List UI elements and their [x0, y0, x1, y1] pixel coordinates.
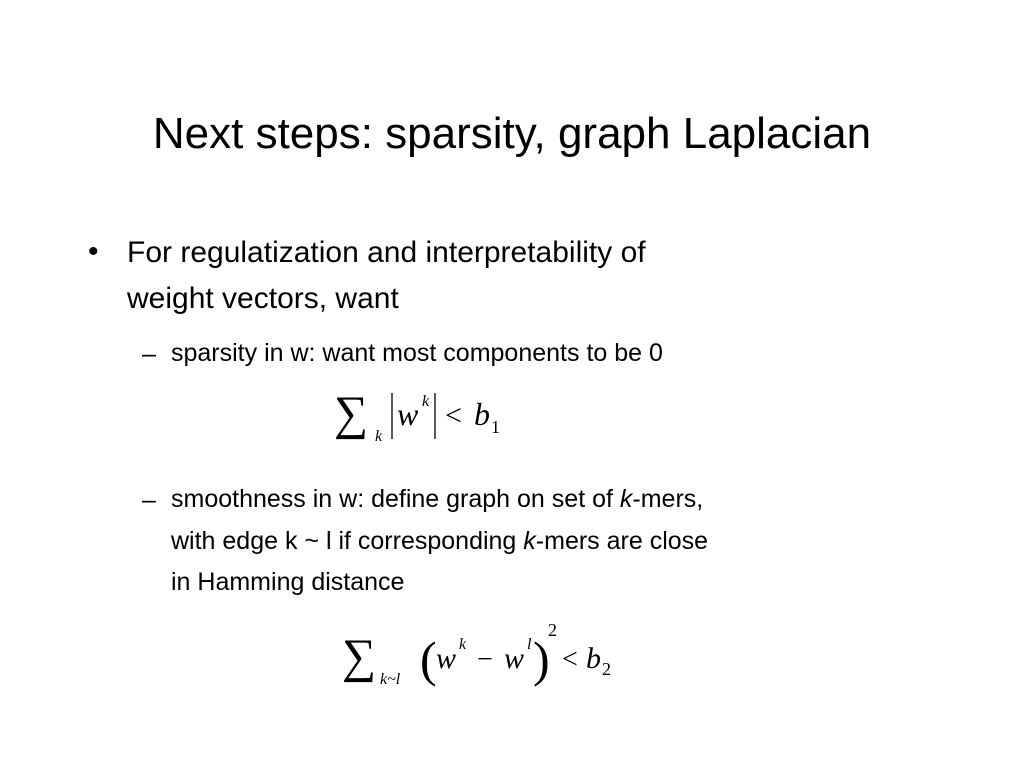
weight-k-superscript: k: [459, 636, 467, 653]
weight-variable: w: [397, 396, 419, 432]
less-than-sign: <: [562, 644, 578, 675]
right-paren: ): [533, 631, 550, 687]
summation-index: k: [375, 428, 383, 445]
text-segment: smoothness in w: define graph on set of: [171, 485, 620, 513]
sub-bullet-smoothness-line-2: [171, 522, 708, 560]
italic-k: k: [619, 485, 633, 513]
bound-subscript: 1: [491, 417, 500, 437]
left-paren: (: [420, 631, 437, 687]
sparsity-formula: [330, 383, 530, 458]
sub-bullet-marker-smoothness: –: [142, 486, 156, 514]
sub-bullet-smoothness-line-3: in Hamming distance: [171, 568, 405, 596]
weight-superscript: k: [422, 393, 430, 410]
minus-sign: −: [477, 644, 493, 675]
bullet-text-line-1: For regulatization and interpretability of: [127, 236, 646, 269]
summation-index: k~l: [380, 671, 401, 688]
sub-bullet-smoothness-line-1: [171, 480, 703, 518]
weight-l-variable: w: [504, 642, 525, 675]
weight-k-variable: w: [436, 642, 457, 675]
less-than-sign: <: [445, 399, 462, 432]
summation-sign: ∑: [342, 630, 377, 683]
bound-variable: b: [586, 642, 601, 675]
italic-k: k: [523, 527, 536, 555]
bound-variable: b: [474, 396, 490, 432]
sub-bullet-sparsity: sparsity in w: want most components to be 0: [171, 339, 663, 367]
bullet-text-line-2: weight vectors, want: [127, 282, 399, 315]
bullet-text: [127, 230, 887, 322]
text-segment: with edge k ~ l if corresponding: [171, 527, 524, 555]
weight-l-superscript: l: [527, 636, 532, 653]
summation-sign: ∑: [334, 387, 369, 440]
slide-title: Next steps: sparsity, graph Laplacian: [152, 109, 872, 158]
text-segment: -mers are close: [535, 527, 709, 555]
smoothness-formula-svg: [340, 618, 630, 698]
sparsity-formula-svg: [330, 383, 530, 453]
sub-bullet-marker-sparsity: –: [142, 340, 156, 368]
bullet-marker: •: [88, 235, 99, 268]
text-segment: -mers,: [632, 485, 704, 513]
smoothness-formula: [340, 618, 630, 703]
bound-subscript: 2: [602, 659, 611, 679]
exponent: 2: [548, 620, 557, 640]
